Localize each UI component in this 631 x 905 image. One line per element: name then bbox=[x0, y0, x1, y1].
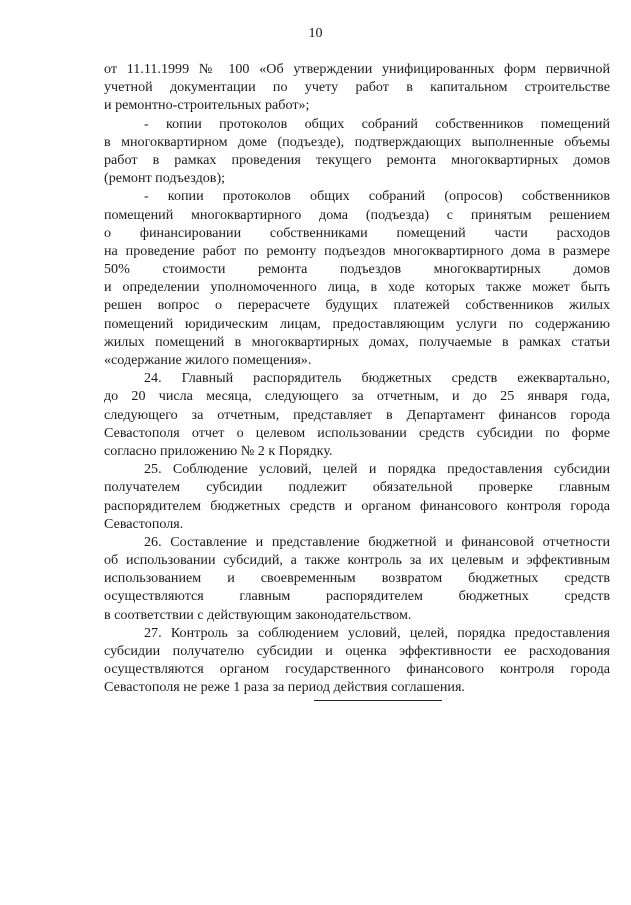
text-line: до 20 числа месяца, следующего за отчетным, и до 25 января года, bbox=[104, 388, 610, 405]
text-line: 50% стоимости ремонта подъездов многоквартирных домов bbox=[104, 261, 610, 278]
text-line: 25. Соблюдение условий, целей и порядка предоставления субсидии bbox=[144, 461, 610, 478]
text-line: распорядителем бюджетных средств и органом финансового контроля города bbox=[104, 497, 610, 514]
text-line: помещений многоквартирного дома (подъезда) с принятым решением bbox=[104, 206, 610, 223]
text-line: в многоквартирном доме (подъезде), подтверждающих выполненные объемы bbox=[104, 133, 610, 150]
text-line: от 11.11.1999 № 100 «Об утверждении унифицированных форм первичной bbox=[104, 61, 610, 77]
text-line: Севастополя. bbox=[104, 515, 184, 532]
text-line: осуществляются главным распорядителем бюджетных средств bbox=[104, 588, 610, 605]
text-line: - копии протоколов общих собраний (опросов) собственников bbox=[144, 188, 610, 205]
text-line: Севастополя не реже 1 раза за период действия соглашения. bbox=[104, 679, 465, 696]
text-line: и ремонтно-строительных работ»; bbox=[104, 97, 310, 114]
text-line: работ в рамках проведения текущего ремонта многоквартирных домов bbox=[104, 151, 610, 168]
text-line: на проведение работ по ремонту подъездов многоквартирного дома в размере bbox=[104, 242, 610, 259]
text-line: осуществляются органом государственного финансового контроля города bbox=[104, 661, 610, 678]
text-line: решен вопрос о перерасчете будущих платежей собственников жилых bbox=[104, 297, 610, 314]
text-line: учетной документации по учету работ в капитальном строительстве bbox=[104, 79, 610, 96]
text-line: 24. Главный распорядитель бюджетных средств ежеквартально, bbox=[144, 370, 610, 387]
text-line: помещений юридическим лицам, предоставляющим услуги по содержанию bbox=[104, 315, 610, 332]
text-line: использованием и своевременным возвратом бюджетных средств bbox=[104, 570, 610, 587]
text-line: субсидии получателю субсидии и оценка эффективности ее расходования bbox=[104, 643, 610, 659]
document-body bbox=[104, 60, 610, 697]
text-line: - копии протоколов общих собраний собственников помещений bbox=[144, 115, 610, 132]
text-line: получателем субсидии подлежит обязательной проверке главным bbox=[104, 479, 610, 496]
text-line: и определении уполномоченного лица, в ходе которых также может быть bbox=[104, 279, 610, 296]
text-line: 27. Контроль за соблюдением условий, целей, порядка предоставления bbox=[144, 624, 610, 641]
text-line: в соответствии с действующим законодательством. bbox=[104, 606, 412, 623]
page-number: 10 bbox=[308, 26, 323, 41]
text-line: «содержание жилого помещения». bbox=[104, 352, 312, 368]
text-line: о финансировании собственниками помещений части расходов bbox=[104, 224, 610, 241]
signature-rule bbox=[314, 700, 442, 701]
text-line: жилых помещений в многоквартирных домах, получаемые в рамках статьи bbox=[104, 333, 610, 350]
text-line: 26. Составление и представление бюджетной и финансовой отчетности bbox=[144, 533, 610, 550]
text-line: об использовании субсидий, а также контроль за их целевым и эффективным bbox=[104, 552, 610, 569]
text-line: следующего за отчетным, представляет в Департамент финансов города bbox=[104, 406, 610, 423]
text-line: Севастополя отчет о целевом использовании средств субсидии по форме bbox=[104, 424, 610, 441]
text-line: согласно приложению № 2 к Порядку. bbox=[104, 442, 333, 459]
text-line: (ремонт подъездов); bbox=[104, 170, 226, 187]
